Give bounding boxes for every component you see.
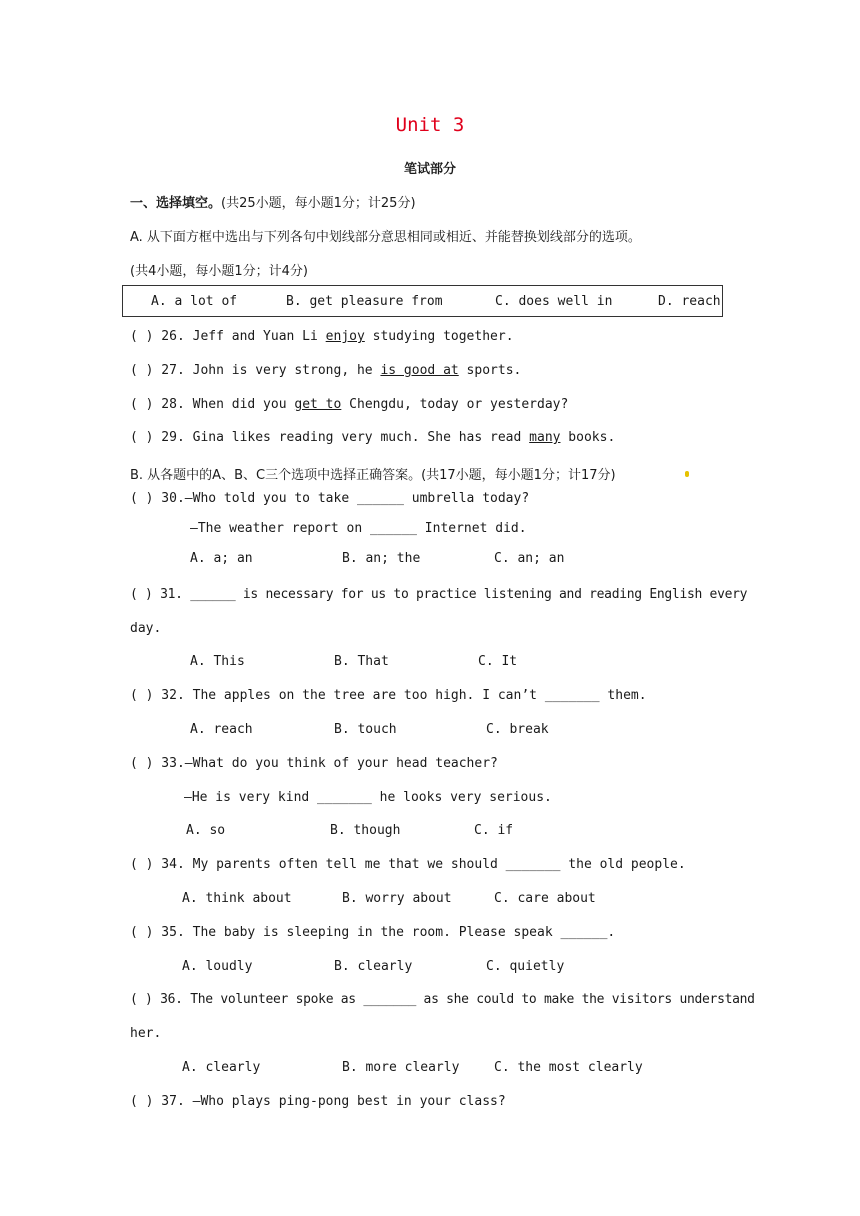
q30-option-b: B. an; the xyxy=(342,551,421,566)
question-36: ( ) 36. The volunteer spoke as _______ as she could to make the visitors understand xyxy=(130,992,755,1007)
question-28: ( ) 28. When did you get to Chengdu, today or yesterday? xyxy=(130,397,569,412)
q32-option-a: A. reach xyxy=(190,722,253,737)
q34-option-b: B. worry about xyxy=(342,891,452,906)
section-heading: 一、选择填空。(共25小题，每小题1分；计25分) xyxy=(130,196,416,211)
box-option-b: B. get pleasure from xyxy=(286,294,443,309)
q36-option-b: B. more clearly xyxy=(342,1060,460,1075)
question-37: ( ) 37. —Who plays ping-pong best in your class? xyxy=(130,1094,506,1109)
q32-option-c: C. break xyxy=(486,722,549,737)
q33-option-b: B. though xyxy=(330,823,401,838)
highlight-mark xyxy=(685,471,689,477)
question-36-cont: her. xyxy=(130,1026,162,1041)
question-27: ( ) 27. John is very strong, he is good at sports. xyxy=(130,363,522,378)
q30-option-c: C. an; an xyxy=(494,551,565,566)
part-a-note: (共4小题，每小题1分；计4分) xyxy=(130,264,308,279)
options-box xyxy=(122,285,723,317)
box-option-d: D. reach xyxy=(658,294,721,309)
q31-option-b: B. That xyxy=(334,654,389,669)
q34-option-a: A. think about xyxy=(182,891,292,906)
question-30-reply: —The weather report on ______ Internet did. xyxy=(190,521,527,536)
q31-option-c: C. It xyxy=(478,654,518,669)
q35-option-c: C. quietly xyxy=(486,959,565,974)
q33-option-a: A. so xyxy=(186,823,226,838)
q35-option-a: A. loudly xyxy=(182,959,253,974)
question-34: ( ) 34. My parents often tell me that we should _______ the old people. xyxy=(130,857,686,872)
question-35: ( ) 35. The baby is sleeping in the room. Please speak ______. xyxy=(130,925,616,940)
question-31-cont: day. xyxy=(130,621,162,636)
q36-option-c: C. the most clearly xyxy=(494,1060,643,1075)
box-option-c: C. does well in xyxy=(495,294,613,309)
part-b-instruction: B. 从各题中的A、B、C三个选项中选择正确答案。(共17小题，每小题1分；计17分) xyxy=(130,468,616,483)
q31-option-a: A. This xyxy=(190,654,245,669)
question-31: ( ) 31. ______ is necessary for us to practice listening and reading English every xyxy=(130,587,748,602)
page-subtitle: 笔试部分 xyxy=(403,162,456,177)
part-a-instruction: A. 从下面方框中选出与下列各句中划线部分意思相同或相近、并能替换划线部分的选项。 xyxy=(130,230,641,245)
q32-option-b: B. touch xyxy=(334,722,397,737)
q30-option-a: A. a; an xyxy=(190,551,253,566)
q33-option-c: C. if xyxy=(474,823,514,838)
question-30: ( ) 30.—Who told you to take ______ umbrella today? xyxy=(130,491,530,506)
question-26: ( ) 26. Jeff and Yuan Li enjoy studying together. xyxy=(130,329,514,344)
question-29: ( ) 29. Gina likes reading very much. She has read many books. xyxy=(130,430,616,445)
page-title: Unit 3 xyxy=(395,114,465,136)
question-33: ( ) 33.—What do you think of your head teacher? xyxy=(130,756,498,771)
question-33-reply: —He is very kind _______ he looks very serious. xyxy=(184,790,552,805)
q34-option-c: C. care about xyxy=(494,891,596,906)
box-option-a: A. a lot of xyxy=(151,294,238,309)
question-32: ( ) 32. The apples on the tree are too high. I can’t _______ them. xyxy=(130,688,647,703)
q36-option-a: A. clearly xyxy=(182,1060,261,1075)
q35-option-b: B. clearly xyxy=(334,959,413,974)
